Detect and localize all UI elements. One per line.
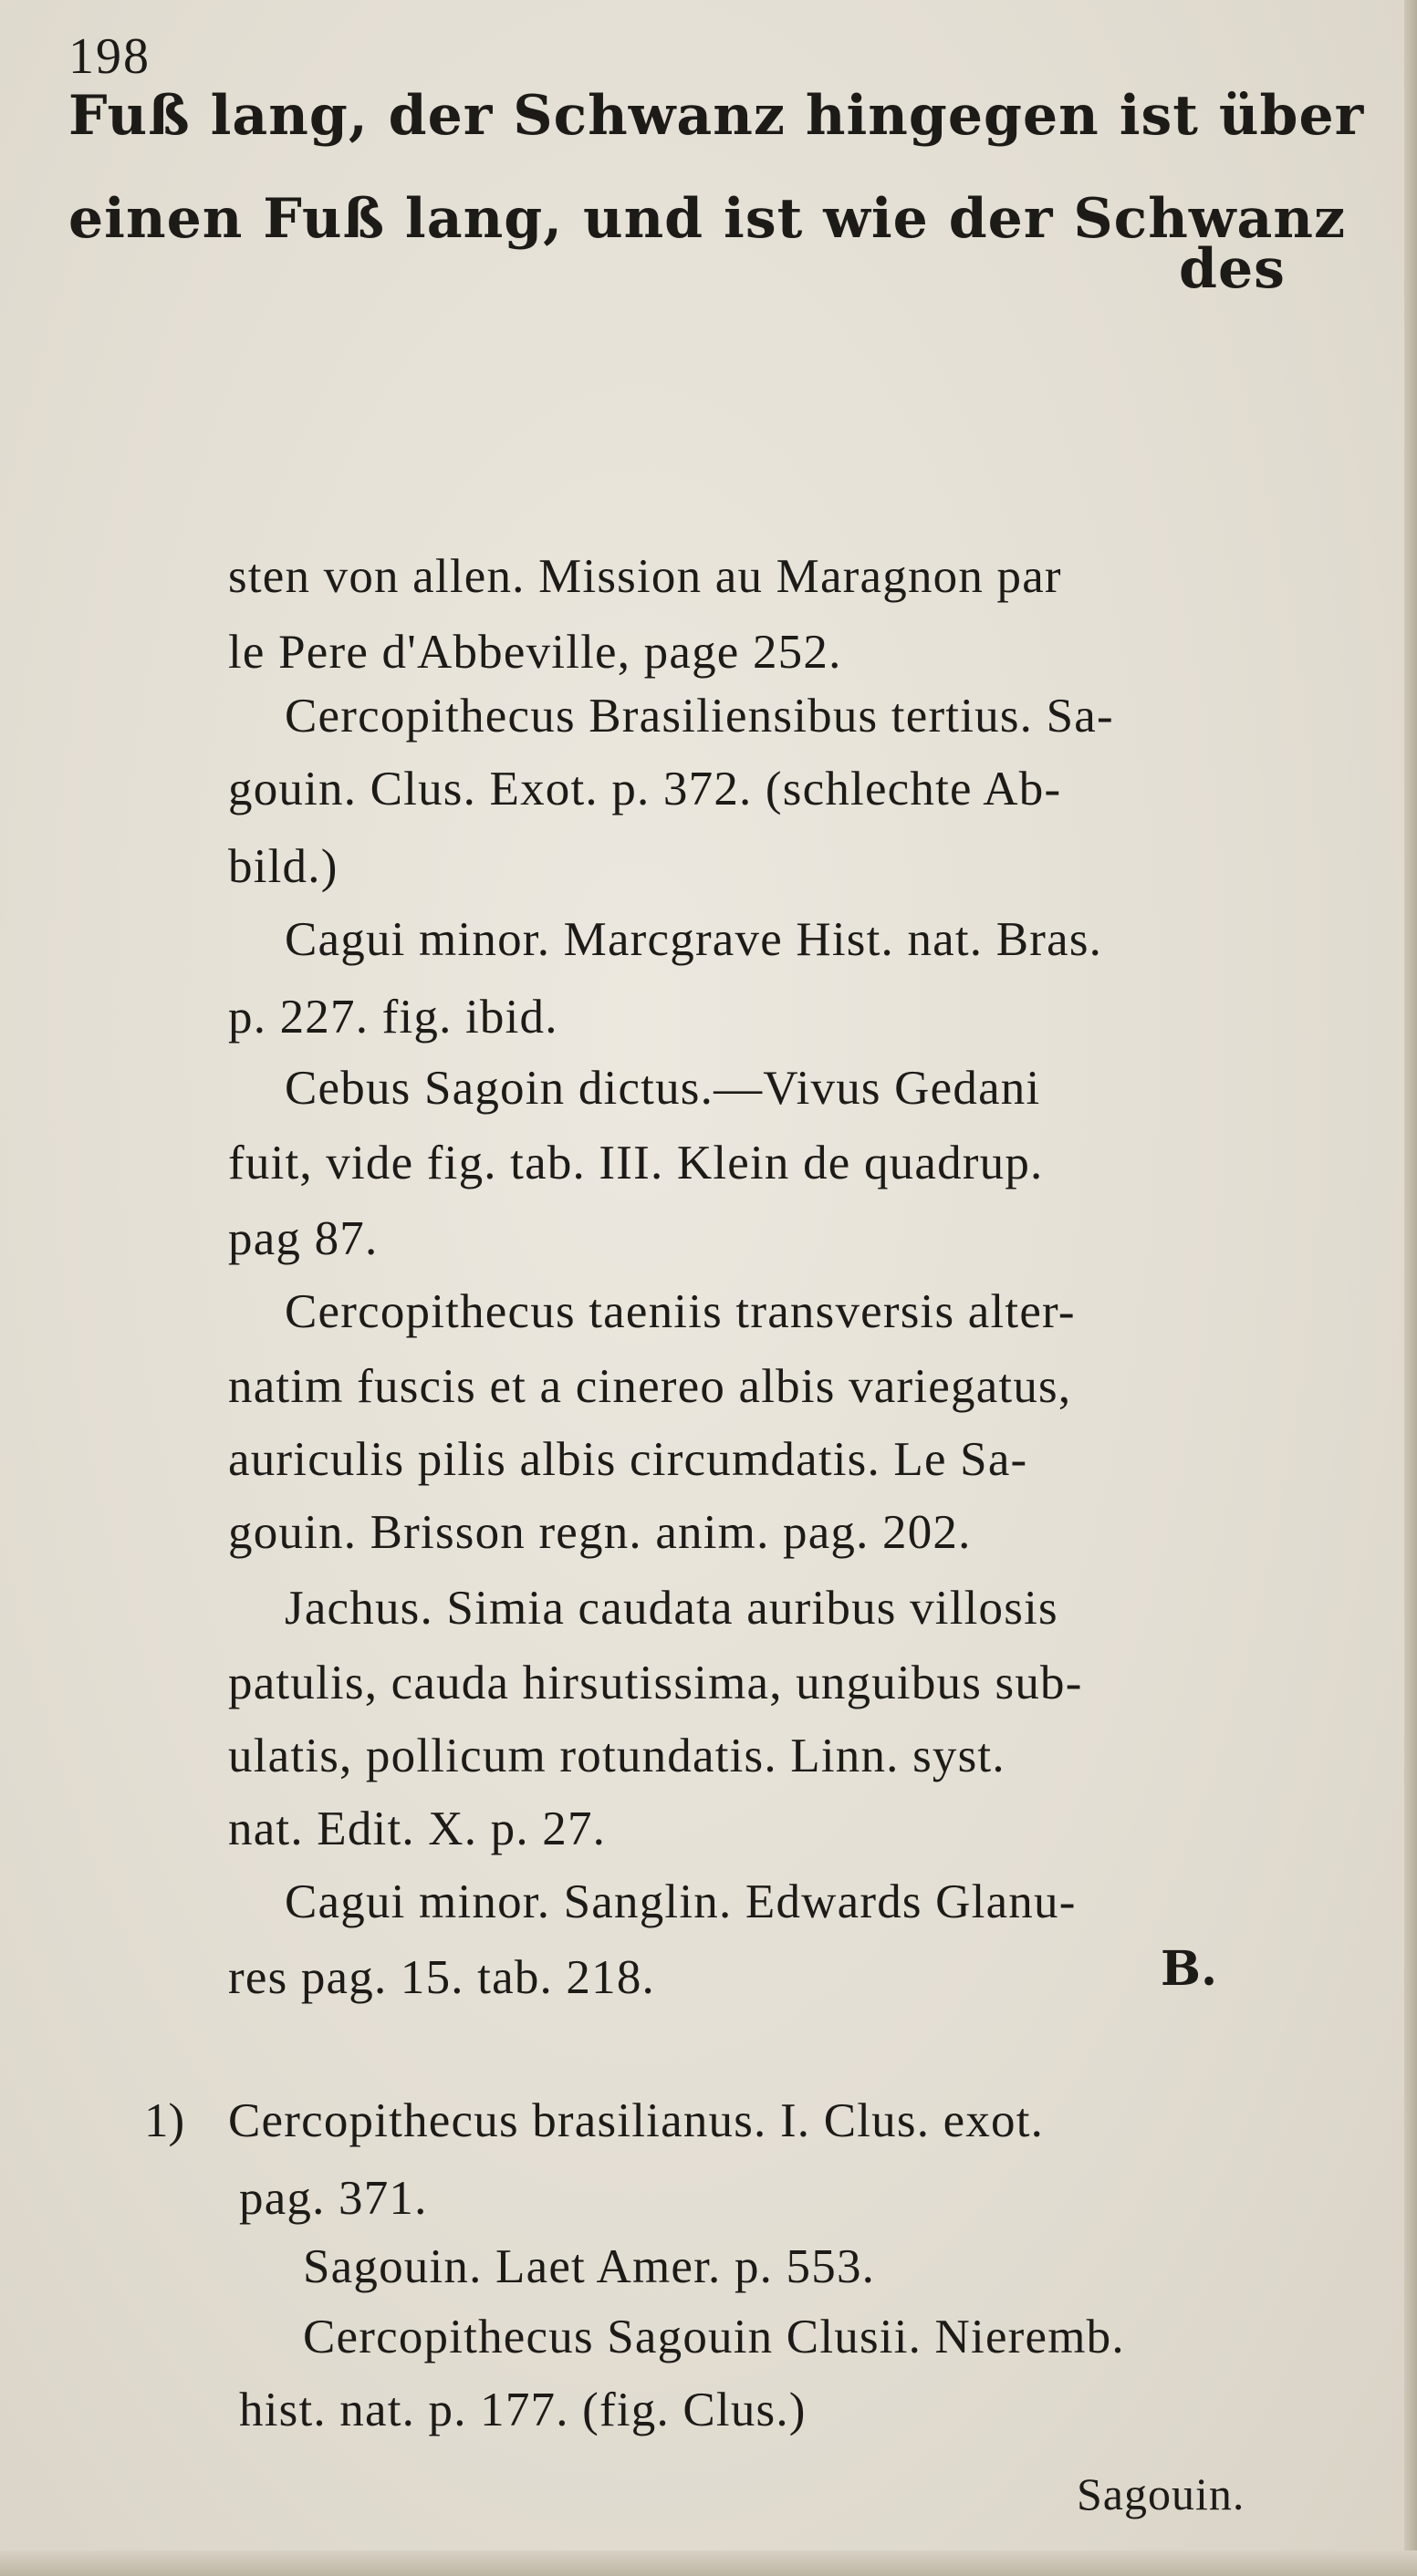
main-text-line-3: des <box>1179 237 1286 301</box>
footnote-line-20: res pag. 15. tab. 218. <box>228 1951 655 2004</box>
note-line-4: Cercopithecus Sagouin Clusii. Nieremb. <box>303 2311 1125 2363</box>
footnote-line-5: bild.) <box>228 840 339 893</box>
footnote-line-14: gouin. Brisson regn. anim. pag. 202. <box>228 1506 972 1559</box>
main-text-line-2: einen Fuß lang, und ist wie der Schwanz <box>68 187 1347 251</box>
footnote-line-11: Cercopithecus taeniis transversis alter- <box>285 1285 1076 1338</box>
catchword: Sagouin. <box>1077 2468 1245 2519</box>
footnote-line-13: auriculis pilis albis circumdatis. Le Sa- <box>228 1433 1028 1486</box>
page-number: 198 <box>68 28 151 85</box>
footnote-line-18: nat. Edit. X. p. 27. <box>228 1802 607 1855</box>
footnote-line-19: Cagui minor. Sanglin. Edwards Glanu- <box>285 1875 1077 1928</box>
footnote-line-2: le Pere d'Abbeville, page 252. <box>228 626 842 679</box>
footnote-line-6: Cagui minor. Marcgrave Hist. nat. Bras. <box>285 913 1103 966</box>
note-line-5: hist. nat. p. 177. (fig. Clus.) <box>239 2384 807 2436</box>
footnote-line-12: natim fuscis et a cinereo albis variegatus, <box>228 1360 1072 1413</box>
footnote-line-9: fuit, vide fig. tab. III. Klein de quadrup. <box>228 1137 1044 1189</box>
footnote-line-7: p. 227. fig. ibid. <box>228 991 558 1044</box>
footnote-line-1: sten von allen. Mission au Maragnon par <box>228 550 1062 603</box>
footnote-line-16: patulis, cauda hirsutissima, unguibus sub- <box>228 1657 1083 1709</box>
note-line-1: Cercopithecus brasilianus. I. Clus. exot. <box>228 2094 1045 2147</box>
note-marker: 1) <box>144 2094 185 2147</box>
note-line-2: pag. 371. <box>239 2172 428 2225</box>
footnote-signature: B. <box>1161 1941 1218 1997</box>
footnote-line-4: gouin. Clus. Exot. p. 372. (schlechte Ab- <box>228 763 1062 815</box>
footnote-line-15: Jachus. Simia caudata auribus villosis <box>285 1582 1058 1635</box>
footnote-line-10: pag 87. <box>228 1212 379 1265</box>
page-bottom-shadow <box>0 2550 1417 2576</box>
note-line-3: Sagouin. Laet Amer. p. 553. <box>303 2240 876 2293</box>
main-text-line-1: Fuß lang, der Schwanz hingegen ist über <box>68 84 1365 148</box>
footnote-line-3: Cercopithecus Brasiliensibus tertius. Sa- <box>285 690 1114 743</box>
footnote-line-8: Cebus Sagoin dictus.—Vivus Gedani <box>285 1062 1041 1115</box>
page-edge-shadow <box>1404 0 1417 2576</box>
footnote-line-17: ulatis, pollicum rotundatis. Linn. syst. <box>228 1729 1005 1782</box>
